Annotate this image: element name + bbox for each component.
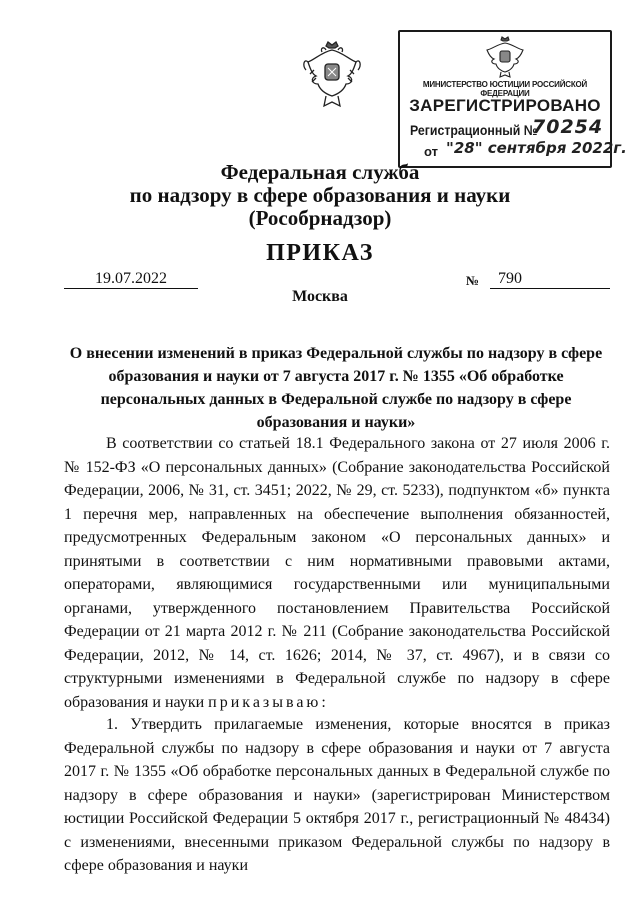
stamp-reg-number-label: Регистрационный № [410,122,538,138]
order-number-sign: № [466,273,480,288]
stamp-registered-label: ЗАРЕГИСТРИРОВАНО [409,96,601,115]
order-heading: О внесении изменений в приказ Федеральной службы по надзору в сфере образования и науки от 7 августа 2017 г. № 1355 «Об обработке персональных данных в Федеральной службе по надзору в сфере образования и науки» [69,345,603,431]
preamble-text: В соответствии со статьей 18.1 Федерального закона от 27 июля 2006 г. № 152-ФЗ «О персональных данных» (Собрание законодательства Российской Федерации, 2006, № 31, ст. 3451; 2022, № 29, ст. 5233), подпунктом «б» пункта 1 перечня мер, направленных на обеспечение выполнения обязанностей, предусмотренных Федеральным законом «О персональных данных» и принятыми в соответствии с ним нормативными правовыми актами, операторами, являющимися государственными или муниципальными органами, утвержденного постановлением Правительства Российской Федерации от 21 марта 2012 г. № 211 (Собрание законодательства Российской Федерации, 2012, № 14, ст. 1626; 2014, № 37, ст. 4967), и в связи со структурными изменениями в Федеральной службе по надзору в сфере образования и науки [64,435,610,711]
stamp-date-label: от [424,144,438,159]
stamp-ministry-name: МИНИСТЕРСТВО ЮСТИЦИИ РОССИЙСКОЙ ФЕДЕРАЦИИ [422,80,588,98]
order-date: 19.07.2022 [64,270,198,289]
city: Москва [292,288,348,305]
coat-of-arms-icon [300,40,364,112]
stamp-coat-of-arms-icon [482,36,528,78]
service-name-abbr: (Рособрнадзор) [248,206,392,230]
service-name-line-1: Федеральная служба [220,160,420,184]
order-number: 790 [490,270,610,289]
order-verb: приказываю: [208,693,329,711]
service-name-line-2: по надзору в сфере образования и науки [129,183,511,207]
clause-1-paragraph: 1. Утвердить прилагаемые изменения, которые вносятся в приказ Федеральной службы по надзору в сфере образования и науки от 7 августа 2017 г. № 1355 «Об обработке персональных данных в Федеральной службе по надзору в сфере образования и науки» (зарегистрирован Министерством юстиции Российской Федерации 5 октября 2017 г., регистрационный № 48434) с изменениями, внесенными приказом Федеральной службы по надзору в сфере образования и науки [64,716,610,874]
document-title: ПРИКАЗ [266,240,374,266]
stamp-date-value: "28" сентября 2022г. [446,139,627,157]
preamble-paragraph [64,432,610,714]
registration-stamp [398,30,627,168]
stamp-reg-number: 70254 [532,116,604,138]
